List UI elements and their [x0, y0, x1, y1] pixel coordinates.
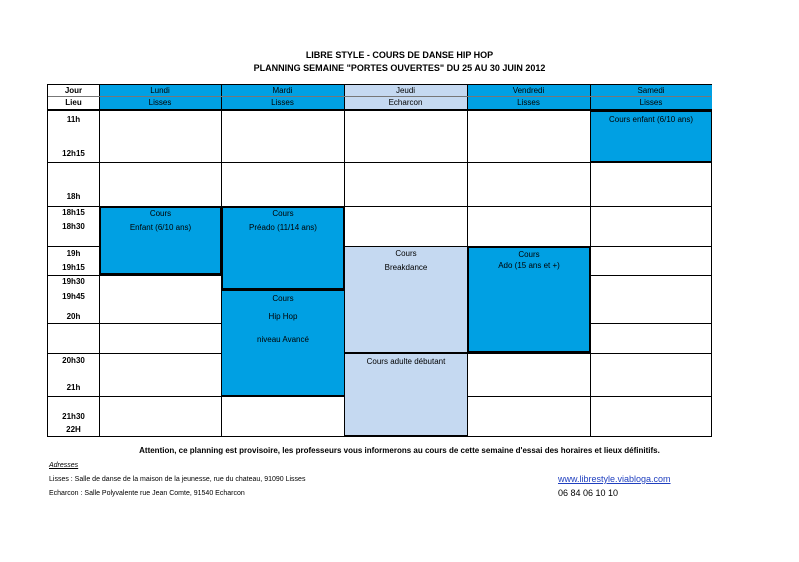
- course-samedi-enfant: [590, 111, 712, 162]
- day-vendredi: Vendredi: [512, 86, 545, 95]
- course-title: Cours: [395, 249, 417, 258]
- time-label: 19h30: [62, 277, 85, 286]
- course-subtitle: Hip Hop: [268, 312, 298, 321]
- time-label: 18h15: [62, 208, 85, 217]
- header-jour-label: Jour: [64, 86, 83, 95]
- addresses-heading: Adresses: [49, 462, 79, 469]
- time-label: 18h: [66, 192, 81, 201]
- page-title: LIBRE STYLE - COURS DE DANSE HIP HOP: [305, 50, 494, 60]
- place-mardi: Lisses: [271, 98, 294, 107]
- address-echarcon: Echarcon : Salle Polyvalente rue Jean Comte, 91540 Echarcon: [49, 490, 245, 497]
- schedule-table: [47, 84, 712, 437]
- time-label: 20h: [66, 312, 81, 321]
- time-label: 19h15: [62, 263, 85, 272]
- provisional-note: Attention, ce planning est provisoire, les professeurs vous informerons au cours de cette semaine d'essai des horaires et lieux définitifs.: [139, 446, 660, 455]
- course-jeudi-adulte: [344, 353, 468, 436]
- course-subtitle: Préado (11/14 ans): [249, 223, 317, 232]
- time-label: 18h30: [62, 222, 85, 231]
- course-label: Cours adulte débutant: [366, 357, 446, 366]
- course-subtitle: Ado (15 ans et +): [498, 261, 560, 270]
- time-label: 21h30: [62, 412, 85, 421]
- course-label: Cours enfant (6/10 ans): [608, 115, 694, 124]
- website-link[interactable]: www.librestyle.viabloga.com: [558, 474, 671, 484]
- course-level: niveau Avancé: [257, 335, 309, 344]
- header-lieu-label: Lieu: [65, 98, 82, 107]
- day-jeudi: Jeudi: [395, 86, 416, 95]
- day-lundi: Lundi: [150, 86, 170, 95]
- course-subtitle: Enfant (6/10 ans): [129, 223, 192, 232]
- course-mardi-hiphop: [221, 290, 345, 396]
- course-title: Cours: [272, 209, 294, 218]
- place-samedi: Lisses: [639, 98, 663, 107]
- course-subtitle: Breakdance: [384, 263, 428, 272]
- course-mardi-preado: [221, 206, 345, 290]
- time-label: 19h45: [62, 292, 85, 301]
- place-vendredi: Lisses: [517, 98, 540, 107]
- course-title: Cours: [272, 294, 294, 303]
- time-label: 20h30: [62, 356, 85, 365]
- time-label: 21h: [66, 383, 81, 392]
- time-label: 22H: [66, 425, 81, 434]
- place-lundi: Lisses: [148, 98, 172, 107]
- row-line: [48, 96, 711, 97]
- time-label: 11h: [66, 115, 81, 124]
- day-samedi: Samedi: [637, 86, 665, 95]
- page-subtitle: PLANNING SEMAINE "PORTES OUVERTES" DU 25 AU 30 JUIN 2012: [253, 63, 546, 73]
- course-vendredi-ado: [467, 246, 591, 353]
- course-lundi-enfant: [99, 206, 222, 275]
- course-jeudi-breakdance: [344, 246, 468, 353]
- place-jeudi: Echarcon: [388, 98, 423, 107]
- phone-number: 06 84 06 10 10: [558, 488, 619, 498]
- day-mardi: Mardi: [272, 86, 293, 95]
- time-label: 19h: [66, 249, 81, 258]
- address-lisses: Lisses : Salle de danse de la maison de la jeunesse, rue du chateau, 91090 Lisses: [49, 476, 306, 483]
- course-title: Cours: [518, 250, 540, 259]
- row-line: [48, 162, 711, 163]
- course-title: Cours: [149, 209, 172, 218]
- time-label: 12h15: [62, 149, 85, 158]
